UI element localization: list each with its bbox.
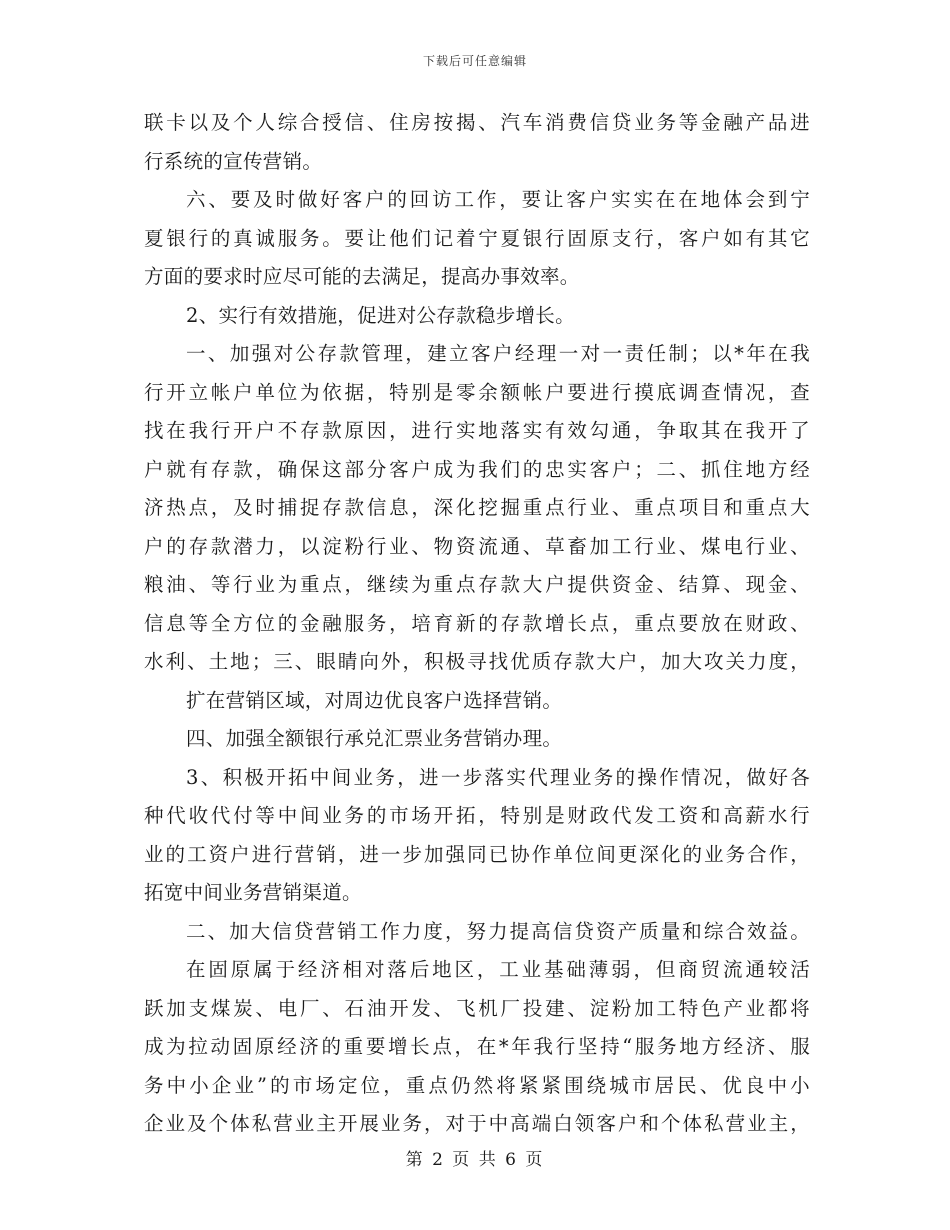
text-line: 3、积极开拓中间业务，进一步落实代理业务的操作情况，做好各 (186, 765, 810, 789)
document-body (144, 104, 810, 1144)
text-line: 拓宽中间业务营销渠道。 (144, 881, 362, 904)
text-line: 找在我行开户不存款原因，进行实地落实有效勾通，争取其在我开了 (144, 419, 810, 442)
text-line: 种代收代付等中间业务的市场开拓，特别是财政代发工资和高薪水行 (144, 804, 810, 827)
text-line: 扩在营销区域，对周边优良客户选择营销。 (186, 688, 563, 712)
text-line: 行系统的宣传营销。 (144, 149, 323, 173)
text-line: 济热点，及时捕捉存款信息，深化挖掘重点行业、重点项目和重点大 (144, 496, 810, 519)
text-line: 六、要及时做好客户的回访工作，要让客户实实在在地体会到宁 (186, 188, 810, 211)
text-line: 联卡以及个人综合授信、住房按揭、汽车消费信贷业务等金融产品进 (144, 111, 810, 134)
page-number-footer: 第 2 页 共 6 页 (405, 1150, 545, 1170)
text-line: 务中小企业”的市场定位，重点仍然将紧紧围绕城市居民、优良中小 (144, 1073, 810, 1097)
text-line: 户的存款潜力，以淀粉行业、物资流通、草畜加工行业、煤电行业、 (144, 534, 810, 558)
text-line: 企业及个体私营业主开展业务，对于中高端白领客户和个体私营业主， (144, 1112, 810, 1135)
text-line: 跃加支煤炭、电厂、石油开发、飞机厂投建、淀粉加工特色产业都将 (144, 996, 810, 1020)
text-line: 一、加强对公存款管理，建立客户经理一对一责任制；以*年在我 (186, 342, 810, 365)
page-header-note: 下载后可任意编辑 (422, 54, 527, 68)
text-line: 信息等全方位的金融服务，培育新的存款增长点，重点要放在财政、 (144, 611, 810, 635)
text-line: 成为拉动固原经济的重要增长点，在*年我行坚持“服务地方经济、服 (144, 1035, 810, 1058)
text-line: 夏银行的真诚服务。要让他们记着宁夏银行固原支行，客户如有其它 (144, 226, 810, 250)
text-line: 2、实行有效措施，促进对公存款稳步增长。 (186, 303, 575, 327)
text-line: 四、加强全额银行承兑汇票业务营销办理。 (186, 727, 563, 750)
text-line: 行开立帐户单位为依据，特别是零余额帐户要进行摸底调查情况，查 (144, 380, 810, 404)
text-line: 在固原属于经济相对落后地区，工业基础薄弱，但商贸流通较活 (186, 958, 810, 981)
text-line: 方面的要求时应尽可能的去满足，提高办事效率。 (144, 265, 580, 288)
text-line: 户就有存款，确保这部分客户成为我们的忠实客户；二、抓住地方经 (144, 457, 810, 481)
text-line: 业的工资户进行营销，进一步加强同已协作单位间更深化的业务合作， (144, 842, 810, 866)
text-line: 二、加大信贷营销工作力度，努力提高信贷资产质量和综合效益。 (186, 919, 810, 943)
text-line: 粮油、等行业为重点，继续为重点存款大户提供资金、结算、现金、 (144, 573, 810, 596)
text-line: 水利、土地；三、眼睛向外，积极寻找优质存款大户，加大攻关力度， (144, 650, 810, 673)
